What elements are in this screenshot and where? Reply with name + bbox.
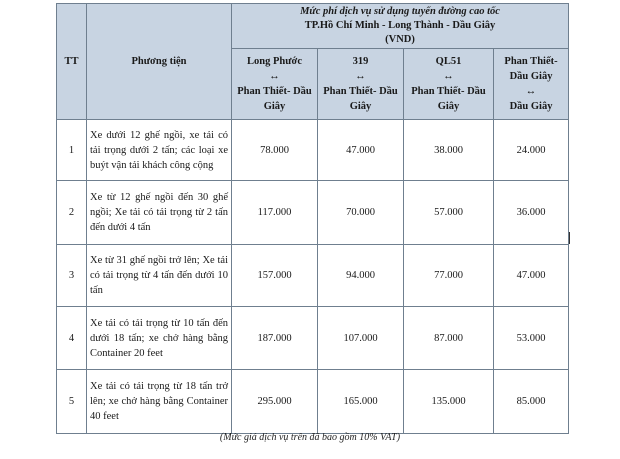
table-row — [57, 120, 569, 181]
segment-from: 319 — [352, 56, 369, 67]
arrow-icon: ↔ — [355, 71, 366, 82]
row-number: 2 — [57, 181, 87, 245]
vehicle-description: Xe từ 12 ghế ngồi đến 30 ghế ngồi; Xe tải có tải trọng từ 2 tấn đến dưới 4 tấn — [87, 181, 232, 245]
arrow-icon: ↔ — [443, 71, 454, 82]
fee-cell: 57.000 — [404, 181, 494, 245]
fee-cell: 36.000 — [494, 181, 569, 245]
fee-cell: 117.000 — [232, 181, 318, 245]
title-line-1: Mức phí dịch vụ sử dụng tuyến đường cao tốc — [300, 6, 500, 17]
table-title — [232, 4, 569, 49]
segment-to: Phan Thiết- Dầu Giây — [323, 86, 398, 112]
fee-cell: 295.000 — [232, 370, 318, 434]
table-row — [57, 370, 569, 434]
segment-from: Phan Thiết- Dầu Giây — [504, 56, 558, 82]
fee-cell: 157.000 — [232, 245, 318, 307]
toll-fee-table — [56, 3, 569, 434]
fee-cell: 94.000 — [318, 245, 404, 307]
fee-cell: 38.000 — [404, 120, 494, 181]
segment-header — [318, 49, 404, 120]
row-number: 4 — [57, 307, 87, 370]
vehicle-description: Xe từ 31 ghế ngồi trở lên; Xe tải có tải trọng từ 4 tấn đến dưới 10 tấn — [87, 245, 232, 307]
table-row — [57, 307, 569, 370]
arrow-icon: ↔ — [525, 86, 537, 97]
vehicle-description: Xe tải có tải trọng từ 18 tấn trở lên; xe chở hàng bằng Container 40 feet — [87, 370, 232, 434]
header-vehicle: Phương tiện — [87, 4, 232, 120]
fee-cell: 77.000 — [404, 245, 494, 307]
arrow-icon: ↔ — [269, 71, 280, 82]
segment-to: Phan Thiết- Dầu Giây — [237, 86, 312, 112]
segment-header — [232, 49, 318, 120]
fee-cell: 107.000 — [318, 307, 404, 370]
fee-cell: 70.000 — [318, 181, 404, 245]
fee-cell: 47.000 — [494, 245, 569, 307]
fee-cell: 187.000 — [232, 307, 318, 370]
fee-cell: 87.000 — [404, 307, 494, 370]
row-number: 3 — [57, 245, 87, 307]
fee-cell: 53.000 — [494, 307, 569, 370]
table-row — [57, 181, 569, 245]
fee-table-container — [56, 3, 568, 434]
fee-cell: 47.000 — [318, 120, 404, 181]
text-cursor — [569, 232, 570, 244]
title-line-3: (VND) — [385, 34, 415, 45]
segment-from: Long Phước — [247, 56, 302, 67]
row-number: 1 — [57, 120, 87, 181]
segment-to: Dầu Giây — [509, 101, 553, 112]
segment-to: Phan Thiết- Dầu Giây — [411, 86, 486, 112]
fee-cell: 85.000 — [494, 370, 569, 434]
segment-header — [404, 49, 494, 120]
segment-header — [494, 49, 569, 120]
fee-cell: 135.000 — [404, 370, 494, 434]
row-number: 5 — [57, 370, 87, 434]
vat-note: (Mức giá dịch vụ trên đã bao gồm 10% VAT) — [219, 432, 401, 443]
header-tt: TT — [57, 4, 87, 120]
title-line-2: TP.Hồ Chí Minh - Long Thành - Dầu Giây — [304, 20, 496, 31]
table-row — [57, 245, 569, 307]
fee-cell: 165.000 — [318, 370, 404, 434]
segment-from: QL51 — [435, 56, 462, 67]
vehicle-description: Xe dưới 12 ghế ngồi, xe tải có tải trọng dưới 2 tấn; các loại xe buýt vận tải khách công cộng — [87, 120, 232, 181]
fee-cell: 78.000 — [232, 120, 318, 181]
fee-cell: 24.000 — [494, 120, 569, 181]
vehicle-description: Xe tải có tải trọng từ 10 tấn đến dưới 18 tấn; xe chở hàng bằng Container 20 feet — [87, 307, 232, 370]
